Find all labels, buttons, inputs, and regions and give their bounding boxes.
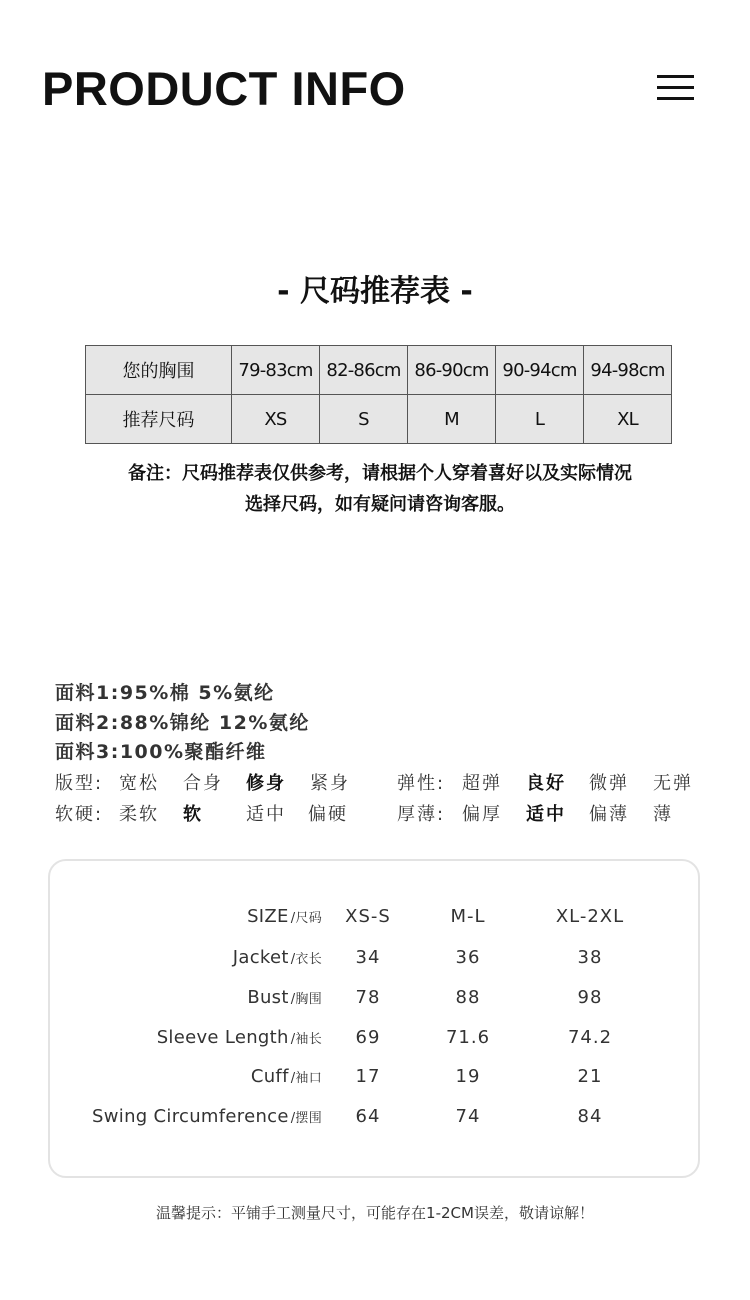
measurement-value: 88 [455,987,481,1008]
measurement-value: 17 [355,1066,381,1087]
measurement-label-cn: /衣长 [290,952,322,967]
elasticity-label: 弹性: [397,773,446,794]
measurement-label-en: Swing Circumference [92,1106,289,1127]
measurement-row [50,1106,702,1136]
thickness-option: 偏薄 [589,804,629,825]
size-column-header: M-L [450,906,486,927]
size-column-header: XL-2XL [555,906,625,927]
measurement-label-en: Bust [247,987,289,1008]
thickness-option-selected: 适中 [526,804,566,825]
size-cell: L [496,395,584,444]
measurement-row [50,1066,702,1096]
size-header-en: SIZE [247,906,289,927]
measurement-label-cn: /袖长 [290,1032,322,1047]
measurement-row [50,1027,702,1057]
size-note [70,458,690,520]
thickness-option: 偏厚 [462,804,502,825]
measurement-label-en: Cuff [250,1066,289,1087]
measurement-value: 69 [355,1027,381,1048]
size-cell: XL [584,395,672,444]
menu-bar [657,86,694,89]
size-recommendation-table [85,345,672,444]
measurement-row [50,987,702,1017]
size-cell: XS [232,395,320,444]
measurement-label-cn: /袖口 [290,1071,322,1086]
bust-range-cell: 86-90cm [408,346,496,395]
measurement-row [50,947,702,977]
size-row [86,395,672,444]
measurement-label-en: Jacket [232,947,289,968]
thickness-label: 厚薄: [397,804,446,825]
page-title: PRODUCT INFO [42,62,406,115]
fit-option-selected: 修身 [246,773,286,794]
measurement-value: 64 [355,1106,381,1127]
size-recommendation-title: - 尺码推荐表 - [277,274,473,309]
size-note-line: 选择尺码，如有疑问请咨询客服。 [245,494,515,515]
thickness-option: 薄 [653,804,673,825]
size-cell: S [320,395,408,444]
fit-option: 合身 [183,773,223,794]
measurement-value: 98 [577,987,603,1008]
size-note-line: 备注：尺码推荐表仅供参考，请根据个人穿着喜好以及实际情况 [128,463,632,484]
measurement-label-cn: /胸围 [290,992,322,1007]
size-header-cn: /尺码 [290,911,322,926]
elasticity-option: 无弹 [653,773,693,794]
size-header-label [247,906,322,927]
fabric-line: 面料2:88%锦纶 12%氨纶 [55,712,310,734]
fit-option: 紧身 [310,773,350,794]
measurement-value: 74.2 [567,1027,613,1048]
softness-option: 偏硬 [308,804,348,825]
measurement-value: 74 [455,1106,481,1127]
measurement-label-en: Sleeve Length [156,1027,289,1048]
bust-label: 您的胸围 [86,346,232,395]
size-cell: M [408,395,496,444]
fit-option: 宽松 [119,773,159,794]
measurement-value: 84 [577,1106,603,1127]
measurement-label [251,1066,322,1087]
fit-label: 版型: [55,773,104,794]
attribute-row-fit-elasticity [55,769,705,799]
measurement-label [233,947,322,968]
elasticity-option: 微弹 [589,773,629,794]
bust-row [86,346,672,395]
hamburger-menu-icon[interactable] [657,73,695,103]
elasticity-option: 超弹 [462,773,502,794]
measurement-card [48,859,700,1178]
measurement-label [157,1027,322,1048]
bust-range-cell: 90-94cm [496,346,584,395]
measurement-label [247,987,322,1008]
menu-bar [657,75,694,78]
bust-range-cell: 82-86cm [320,346,408,395]
measurement-value: 78 [355,987,381,1008]
measurement-label-cn: /摆围 [290,1111,322,1126]
softness-option: 适中 [246,804,286,825]
softness-label: 软硬: [55,804,104,825]
elasticity-option-selected: 良好 [526,773,566,794]
size-label: 推荐尺码 [86,395,232,444]
measurement-value: 36 [455,947,481,968]
softness-option: 柔软 [119,804,159,825]
measurement-tip: 温馨提示：平铺手工测量尺寸，可能存在1-2CM误差，敬请谅解！ [156,1204,594,1222]
bust-range-cell: 94-98cm [584,346,672,395]
softness-option-selected: 软 [183,804,203,825]
fabric-line: 面料3:100%聚酯纤维 [55,741,267,763]
menu-bar [657,97,694,100]
measurement-value: 21 [577,1066,603,1087]
measurement-value: 19 [455,1066,481,1087]
bust-range-cell: 79-83cm [232,346,320,395]
size-column-header: XS-S [345,906,391,927]
attribute-row-softness-thickness [55,800,705,830]
measurement-value: 71.6 [445,1027,491,1048]
fabric-line: 面料1:95%棉 5%氨纶 [55,682,275,704]
measurement-value: 38 [577,947,603,968]
measurement-label [92,1106,322,1127]
measurement-value: 34 [355,947,381,968]
measurement-header-row [50,906,702,936]
